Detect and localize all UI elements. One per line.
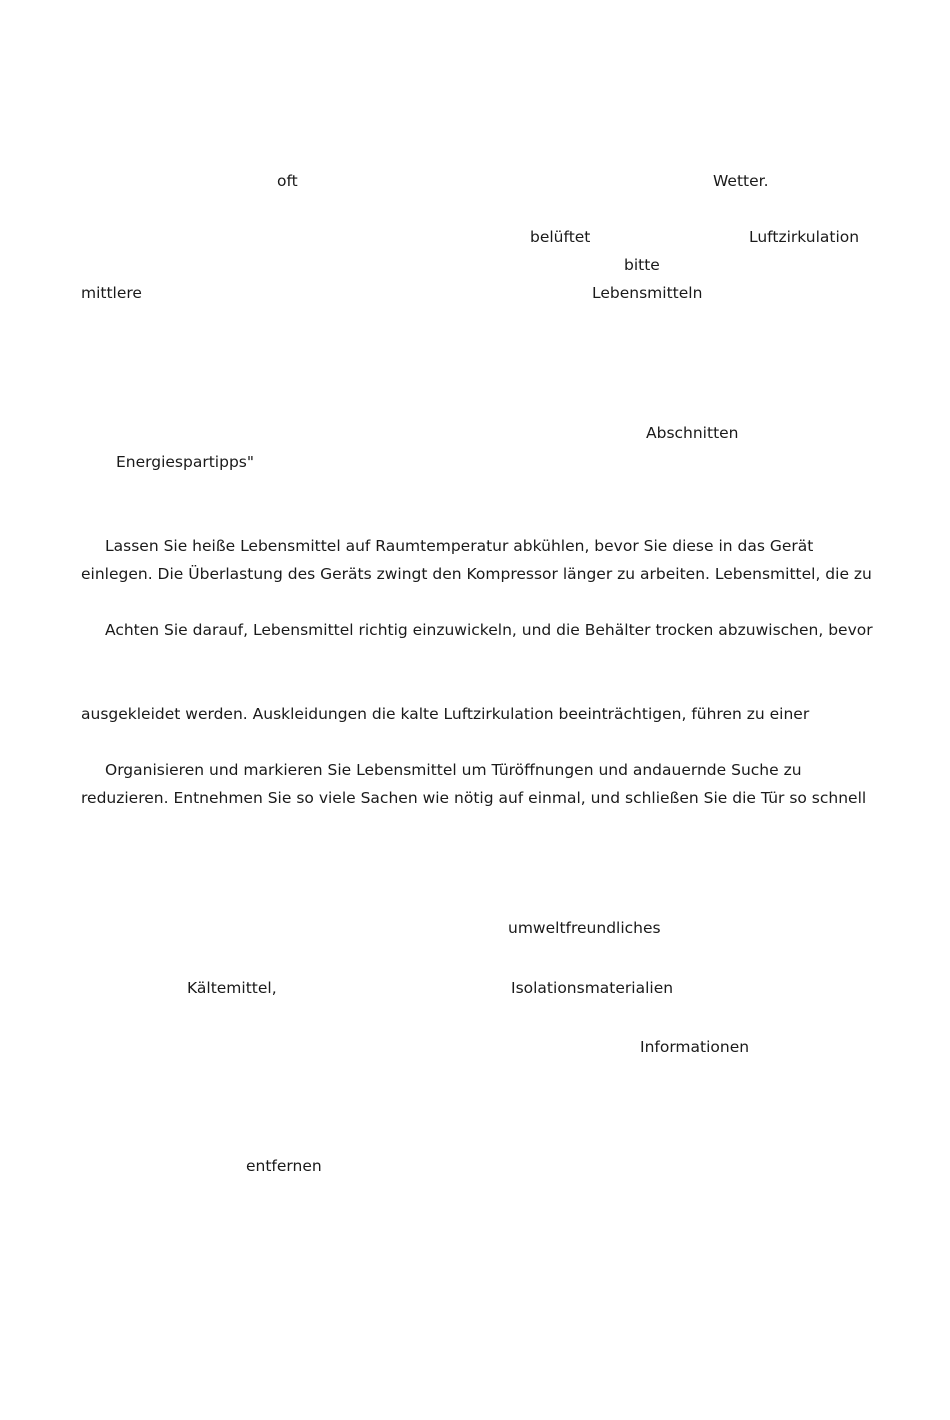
text-fragment-belueftet: belüftet (530, 228, 591, 246)
text-fragment-kaeltemittel: Kältemittel, (187, 979, 277, 997)
paragraph-wrapping-line-1: Achten Sie darauf, Lebensmittel richtig einzuwickeln, und die Behälter trocken abzuwischen, bevor (105, 621, 873, 639)
text-fragment-bitte: bitte (624, 256, 660, 274)
paragraph-cooling-line-1: Lassen Sie heiße Lebensmittel auf Raumtemperatur abkühlen, bevor Sie diese in das Gerät (105, 537, 814, 555)
text-fragment-energiespartipps: Energiespartipps" (116, 453, 254, 471)
text-fragment-entfernen: entfernen (246, 1157, 322, 1175)
paragraph-lining-line-1: ausgekleidet werden. Auskleidungen die kalte Luftzirkulation beeinträchtigen, führen zu einer (81, 705, 810, 723)
text-fragment-abschnitten: Abschnitten (646, 424, 739, 442)
paragraph-organize-line-1: Organisieren und markieren Sie Lebensmittel um Türöffnungen und andauernde Suche zu (105, 761, 802, 779)
text-fragment-lebensmitteln: Lebensmitteln (592, 284, 703, 302)
text-fragment-oft: oft (277, 172, 298, 190)
text-fragment-isolationsmaterialien: Isolationsmaterialien (511, 979, 674, 997)
text-fragment-umweltfreundliches: umweltfreundliches (508, 919, 661, 937)
text-fragment-luftzirkulation: Luftzirkulation (749, 228, 860, 246)
text-fragment-mittlere: mittlere (81, 284, 142, 302)
text-fragment-informationen: Informationen (640, 1038, 750, 1056)
paragraph-organize-line-2: reduzieren. Entnehmen Sie so viele Sachen wie nötig auf einmal, und schließen Sie die Tür so schnell (81, 789, 867, 807)
text-fragment-wetter: Wetter. (713, 172, 769, 190)
paragraph-cooling-line-2: einlegen. Die Überlastung des Geräts zwingt den Kompressor länger zu arbeiten. Lebensmittel, die zu (81, 565, 872, 583)
